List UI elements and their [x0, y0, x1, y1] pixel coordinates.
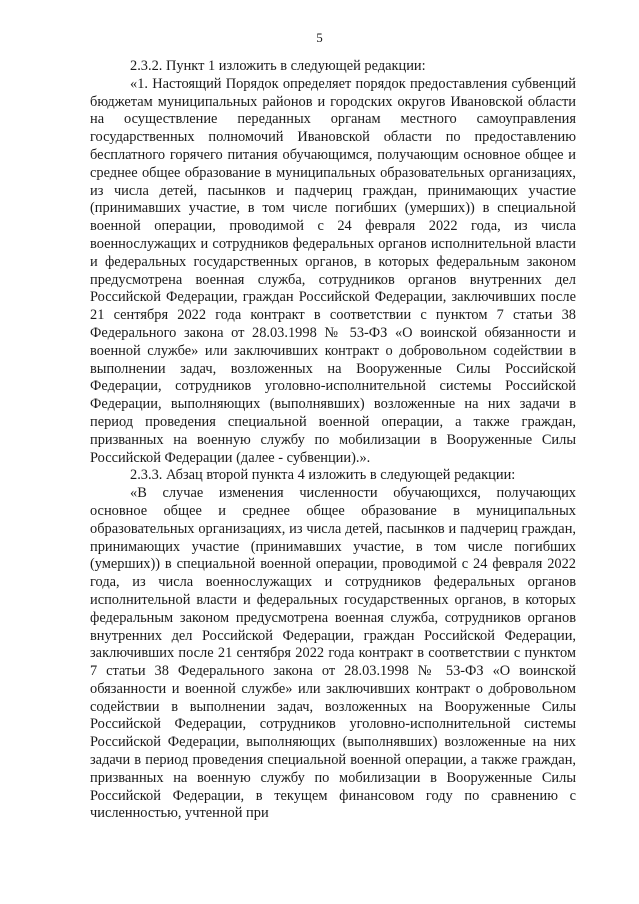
paragraph-item-2-3-2: 2.3.2. Пункт 1 изложить в следующей редакции: [130, 58, 426, 74]
paragraph-item-2-3-3: 2.3.3. Абзац второй пункта 4 изложить в следующей редакции: [130, 467, 516, 484]
paragraph-point-4-text: «В случае изменения численности обучающихся, получающих основное общее и среднее общее образование в муниципальных образовательных организациях, из числа детей, пасынков и падчериц граждан, принимающих участие (принимавших участие, в том числе погибших (умерших)) в специальной военной операции, проводимой с 24 февраля 2022 года, из числа военнослужащих и сотрудников федеральных органов исполнительной власти и федеральных государственных органов, в которых федеральным законом предусмотрена военная служба, сотрудников органов внутренних дел Российской Федерации, граждан Российской Федерации, заключивших после 21 сентября 2022 года контракт в соответствии с пунктом 7 статьи 38 Федерального закона от 28.03.1998 № 53-ФЗ «О воинской обязанности и военной службе» или заключивших контракт о добровольном содействии в выполнении задач, возложенных на Вооруженные Силы Российской Федерации, сотрудников уголовно-исполнительной системы Российской Федерации, выполняющих (выполнявших) возложенные на них задачи в период проведения специальной военной операции, а также граждан, призванных на военную службу по мобилизации в Вооруженные Силы Российской Федерации, в текущем финансовом году по сравнению с численностью, учтенной при [90, 485, 576, 822]
page-number: 5 [316, 30, 323, 45]
document-body [90, 58, 576, 823]
paragraph-point-1-text: «1. Настоящий Порядок определяет порядок предоставления субвенций бюджетам муниципальных районов и городских округов Ивановской области на осуществление переданных органам местного самоуправления государственных полномочий Ивановской области по предоставлению бесплатного горячего питания обучающимся, получающим основное общее и среднее общее образование в муниципальных образовательных организациях, из числа детей, пасынков и падчериц граждан, принимающих участие (принимавших участие, в том числе погибших (умерших)) в специальной военной операции, проводимой с 24 февраля 2022 года, из числа военнослужащих и сотрудников федеральных органов исполнительной власти и федеральных государственных органов, в которых федеральным законом предусмотрена военная служба, сотрудников органов внутренних дел Российской Федерации, граждан Российской Федерации, заключивших после 21 сентября 2022 года контракт в соответствии с пунктом 7 статьи 38 Федерального закона от 28.03.1998 № 53-ФЗ «О воинской обязанности и военной службе» или заключивших контракт о добровольном содействии в выполнении задач, возложенных на Вооруженные Силы Российской Федерации, сотрудников уголовно-исполнительной системы Российской Федерации, выполняющих (выполнявших) возложенные на них задачи в период проведения специальной военной операции, а также граждан, призванных на военную службу по мобилизации в Вооруженные Силы Российской Федерации (далее - субвенции).». [90, 75, 576, 466]
